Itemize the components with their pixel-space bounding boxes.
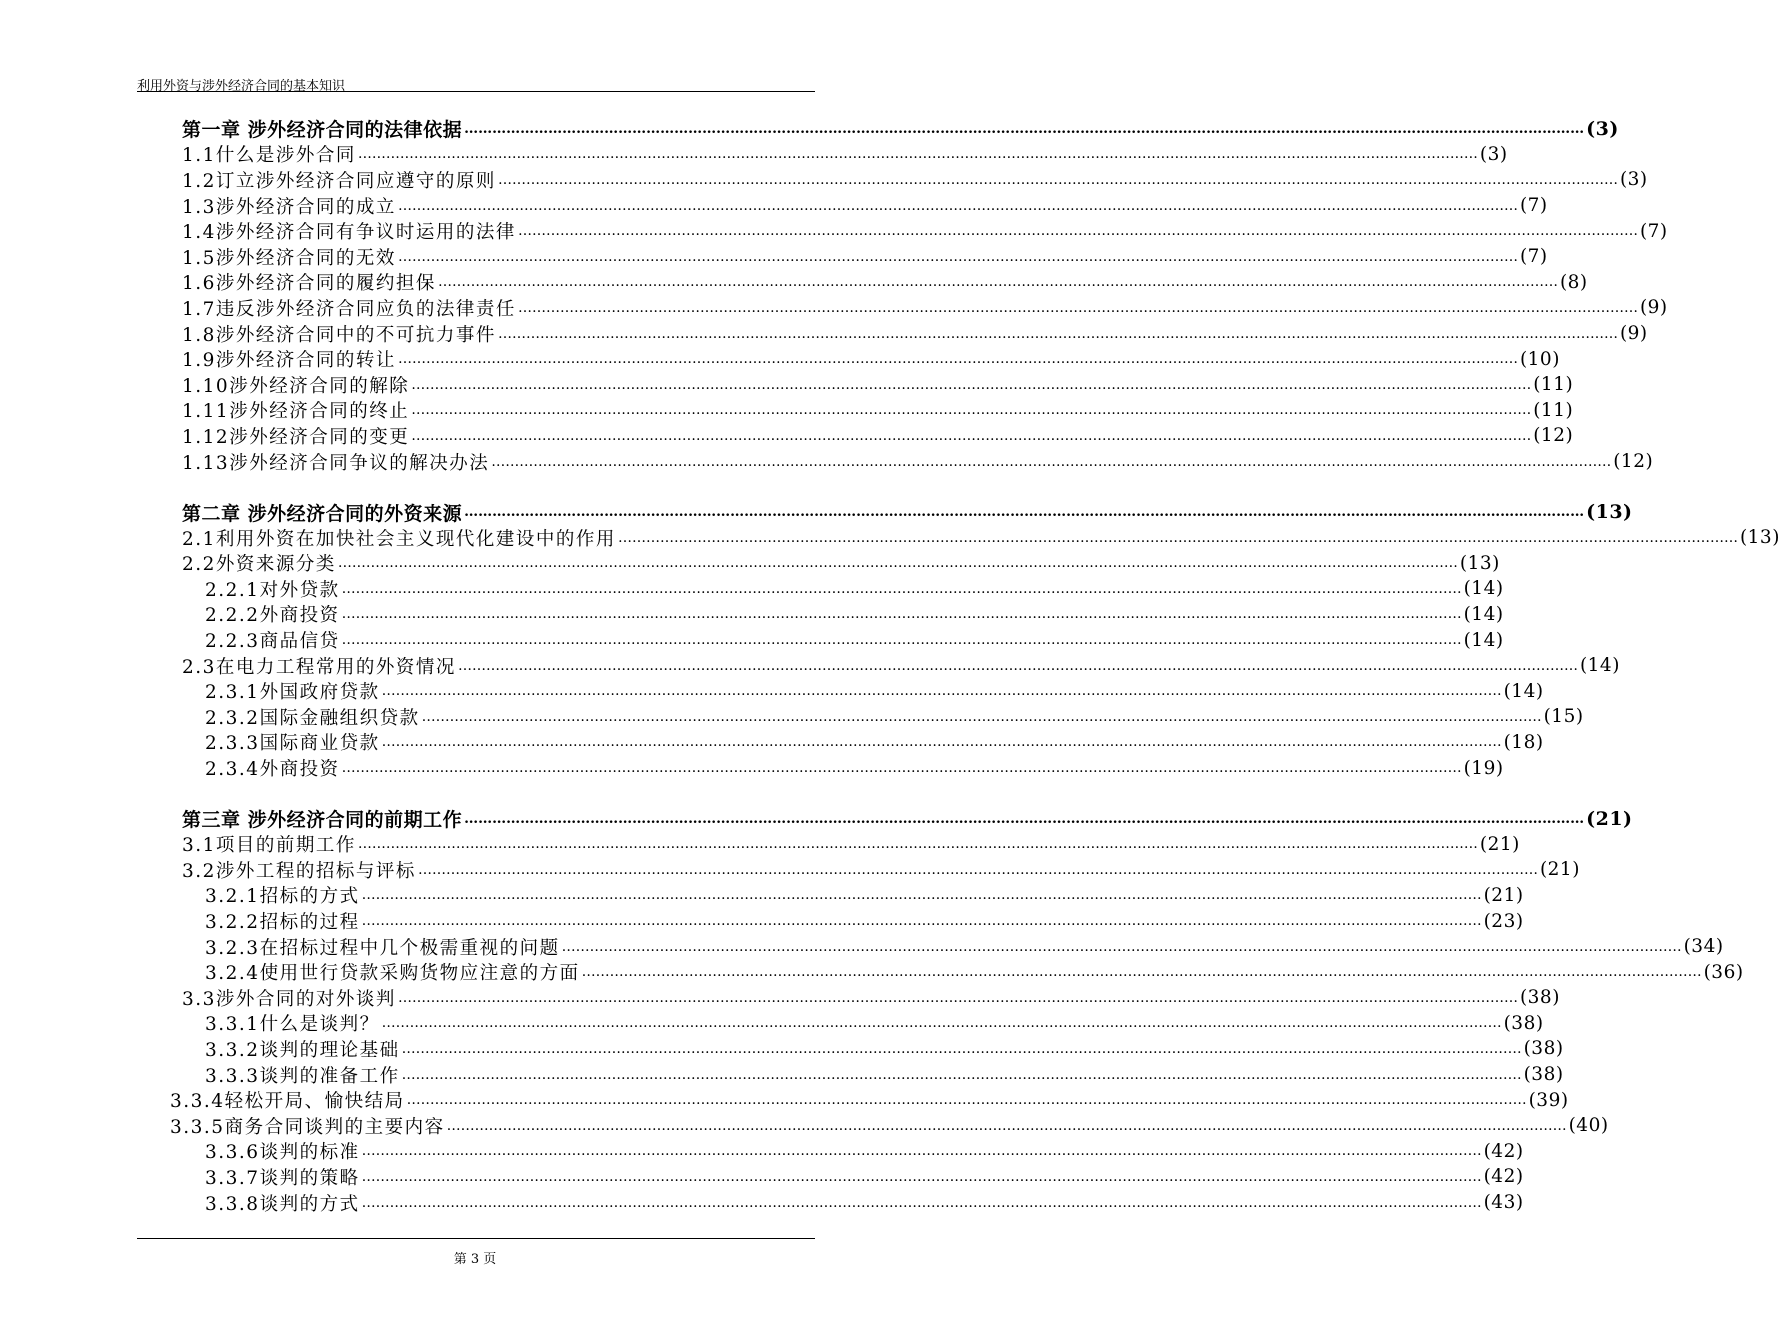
toc-entry-page: (23): [1483, 910, 1524, 932]
toc-entry-title: 2.3.3国际商业贷款: [205, 733, 380, 755]
toc-leader-dots: ……………………………………………………………………………………………………………………………………………………………………………………………………………………: [381, 1015, 1502, 1032]
toc-leader-dots: ……………………………………………………………………………………………………………………………………………………………………………………………………………………: [457, 657, 1578, 674]
toc-entry-title: 3.1项目的前期工作: [182, 835, 356, 857]
toc-entry[interactable]: [205, 1036, 1564, 1062]
page-number: 第 3 页: [453, 1252, 497, 1267]
toc-entry-page: (9): [1639, 297, 1668, 319]
toc-entry[interactable]: [182, 423, 1574, 449]
toc-entry-title: 3.2.4使用世行贷款采购货物应注意的方面: [205, 963, 580, 985]
toc-leader-dots: ……………………………………………………………………………………………………………………………………………………………………………………………………………………: [464, 120, 1585, 137]
toc-entry-title: 3.3.3谈判的准备工作: [205, 1065, 400, 1087]
toc-leader-dots: ……………………………………………………………………………………………………………………………………………………………………………………………………………………: [397, 197, 1518, 214]
toc-leader-dots: ……………………………………………………………………………………………………………………………………………………………………………………………………………………: [401, 1066, 1522, 1083]
toc-entry-page: (13): [1739, 527, 1780, 549]
toc-entry[interactable]: [205, 704, 1584, 730]
toc-entry-page: (8): [1559, 271, 1588, 293]
toc-entry-title: 1.12涉外经济合同的变更: [182, 426, 410, 448]
toc-leader-dots: ……………………………………………………………………………………………………………………………………………………………………………………………………………………: [446, 1117, 1567, 1134]
toc-entry-title: 2.2外资来源分类: [182, 554, 336, 576]
toc-entry[interactable]: [205, 934, 1724, 960]
toc-entry-title: 1.11涉外经济合同的终止: [182, 401, 410, 423]
toc-entry-title: 2.2.1对外贷款: [205, 579, 340, 601]
toc-leader-dots: ……………………………………………………………………………………………………………………………………………………………………………………………………………………: [381, 683, 1502, 700]
toc-entry[interactable]: [205, 883, 1524, 909]
toc-entry[interactable]: [205, 1062, 1564, 1088]
toc-entry[interactable]: [182, 321, 1648, 347]
toc-entry-page: (12): [1613, 451, 1654, 473]
toc-entry-title: 1.7违反涉外经济合同应负的法律责任: [182, 298, 516, 320]
toc-leader-dots: ……………………………………………………………………………………………………………………………………………………………………………………………………………………: [397, 248, 1518, 265]
toc-entry[interactable]: [182, 857, 1580, 883]
toc-leader-dots: ……………………………………………………………………………………………………………………………………………………………………………………………………………………: [617, 529, 1738, 546]
toc-leader-dots: ……………………………………………………………………………………………………………………………………………………………………………………………………………………: [411, 402, 1532, 419]
toc-leader-dots: ……………………………………………………………………………………………………………………………………………………………………………………………………………………: [401, 1040, 1522, 1057]
toc-entry[interactable]: [182, 449, 1654, 475]
toc-entry-title: 2.3.2国际金融组织贷款: [205, 707, 420, 729]
toc-entry-page: (7): [1519, 195, 1548, 217]
toc-leader-dots: ……………………………………………………………………………………………………………………………………………………………………………………………………………………: [581, 964, 1702, 981]
toc-entry[interactable]: [182, 218, 1668, 244]
toc-entry-page: (42): [1483, 1166, 1524, 1188]
toc-entry-title: 3.2.2招标的过程: [205, 912, 360, 934]
toc-leader-dots: ……………………………………………………………………………………………………………………………………………………………………………………………………………………: [341, 580, 1462, 597]
toc-entry[interactable]: [182, 270, 1588, 296]
toc-leader-dots: ……………………………………………………………………………………………………………………………………………………………………………………………………………………: [361, 1143, 1482, 1160]
toc-leader-dots: ……………………………………………………………………………………………………………………………………………………………………………………………………………………: [361, 1168, 1482, 1185]
toc-entry-page: (38): [1503, 1012, 1544, 1034]
toc-entry-page: (21): [1539, 859, 1580, 881]
toc-entry[interactable]: [182, 398, 1574, 424]
toc-entry-page: (7): [1519, 246, 1548, 268]
toc-entry-title: 3.3.2谈判的理论基础: [205, 1039, 400, 1061]
toc-entry[interactable]: [205, 1190, 1524, 1216]
toc-leader-dots: ……………………………………………………………………………………………………………………………………………………………………………………………………………………: [464, 504, 1585, 521]
toc-leader-dots: ……………………………………………………………………………………………………………………………………………………………………………………………………………………: [417, 861, 1538, 878]
toc-entry[interactable]: [182, 346, 1560, 372]
toc-entry[interactable]: [182, 525, 1780, 551]
toc-leader-dots: ……………………………………………………………………………………………………………………………………………………………………………………………………………………: [437, 274, 1558, 291]
toc-entry-title: 3.3.7谈判的策略: [205, 1167, 360, 1189]
toc-entry[interactable]: [205, 908, 1524, 934]
toc-chapter-entry[interactable]: [182, 116, 1619, 142]
toc-entry-title: 3.3涉外合同的对外谈判: [182, 988, 396, 1010]
toc-leader-dots: ……………………………………………………………………………………………………………………………………………………………………………………………………………………: [337, 555, 1458, 572]
toc-entry-page: (14): [1463, 629, 1504, 651]
toc-entry-title: 1.3涉外经济合同的成立: [182, 196, 396, 218]
toc-leader-dots: ……………………………………………………………………………………………………………………………………………………………………………………………………………………: [361, 1194, 1482, 1211]
toc-entry-page: (38): [1519, 987, 1560, 1009]
toc-entry-title: 3.3.5商务合同谈判的主要内容: [170, 1116, 445, 1138]
toc-leader-dots: ……………………………………………………………………………………………………………………………………………………………………………………………………………………: [517, 299, 1638, 316]
toc-entry[interactable]: [205, 1139, 1524, 1165]
toc-leader-dots: ……………………………………………………………………………………………………………………………………………………………………………………………………………………: [464, 810, 1585, 827]
toc-entry-page: (14): [1503, 680, 1544, 702]
toc-entry-page: (12): [1533, 425, 1574, 447]
toc-entry-page: (40): [1568, 1115, 1609, 1137]
toc-leader-dots: ……………………………………………………………………………………………………………………………………………………………………………………………………………………: [561, 938, 1682, 955]
toc-entry[interactable]: [182, 551, 1500, 577]
toc-entry-title: 第三章 涉外经济合同的前期工作: [182, 809, 463, 832]
toc-entry-page: (21): [1483, 884, 1524, 906]
toc-leader-dots: ……………………………………………………………………………………………………………………………………………………………………………………………………………………: [497, 325, 1618, 342]
toc-entry[interactable]: [182, 295, 1668, 321]
toc-entry-title: 3.3.8谈判的方式: [205, 1193, 360, 1215]
toc-leader-dots: ……………………………………………………………………………………………………………………………………………………………………………………………………………………: [497, 171, 1618, 188]
toc-entry-title: 1.5涉外经济合同的无效: [182, 247, 396, 269]
toc-leader-dots: ……………………………………………………………………………………………………………………………………………………………………………………………………………………: [357, 836, 1478, 853]
toc-entry[interactable]: [205, 1011, 1544, 1037]
toc-entry-page: (43): [1483, 1192, 1524, 1214]
toc-leader-dots: ……………………………………………………………………………………………………………………………………………………………………………………………………………………: [491, 453, 1612, 470]
footer-divider: [137, 1238, 815, 1239]
toc-entry-page: (13): [1459, 552, 1500, 574]
toc-entry[interactable]: [205, 959, 1744, 985]
header-divider: [137, 91, 815, 92]
toc-entry-title: 2.3.1外国政府贷款: [205, 682, 380, 704]
toc-entry-page: (3): [1479, 143, 1508, 165]
toc-entry-title: 3.3.6谈判的标准: [205, 1142, 360, 1164]
toc-entry[interactable]: [182, 653, 1620, 679]
toc-entry-title: 3.3.4轻松开局、愉快结局: [170, 1091, 405, 1113]
toc-entry-title: 2.2.2外商投资: [205, 605, 340, 627]
running-header: 利用外资与涉外经济合同的基本知识: [137, 79, 346, 94]
toc-entry-title: 3.3.1什么是谈判？: [205, 1014, 380, 1036]
toc-entry-title: 1.2订立涉外经济合同应遵守的原则: [182, 170, 496, 192]
toc-entry-title: 2.1利用外资在加快社会主义现代化建设中的作用: [182, 528, 616, 550]
toc-leader-dots: ……………………………………………………………………………………………………………………………………………………………………………………………………………………: [357, 146, 1478, 163]
toc-leader-dots: ……………………………………………………………………………………………………………………………………………………………………………………………………………………: [411, 427, 1532, 444]
toc-entry[interactable]: [170, 1113, 1609, 1139]
toc-entry[interactable]: [205, 627, 1504, 653]
toc-entry-title: 第一章 涉外经济合同的法律依据: [182, 119, 463, 142]
toc-entry-title: 3.2涉外工程的招标与评标: [182, 860, 416, 882]
toc-entry-page: (21): [1479, 833, 1520, 855]
toc-entry-title: 3.2.1招标的方式: [205, 886, 360, 908]
toc-chapter-entry[interactable]: [182, 806, 1633, 832]
toc-entry-page: (15): [1543, 706, 1584, 728]
toc-entry[interactable]: [182, 142, 1508, 168]
toc-entry-page: (36): [1703, 961, 1744, 983]
toc-entry-title: 1.13涉外经济合同争议的解决办法: [182, 452, 490, 474]
toc-entry[interactable]: [205, 1164, 1524, 1190]
toc-entry-page: (14): [1579, 655, 1620, 677]
toc-chapter-entry[interactable]: [182, 499, 1633, 525]
toc-entry-title: 1.1什么是涉外合同: [182, 145, 356, 167]
toc-leader-dots: ……………………………………………………………………………………………………………………………………………………………………………………………………………………: [397, 351, 1518, 368]
toc-leader-dots: ……………………………………………………………………………………………………………………………………………………………………………………………………………………: [421, 708, 1542, 725]
toc-entry-page: (18): [1503, 731, 1544, 753]
toc-entry-page: (42): [1483, 1140, 1524, 1162]
toc-entry[interactable]: [182, 193, 1548, 219]
toc-entry[interactable]: [182, 372, 1574, 398]
toc-entry-title: 2.2.3商品信贷: [205, 631, 340, 653]
toc-leader-dots: ……………………………………………………………………………………………………………………………………………………………………………………………………………………: [361, 887, 1482, 904]
toc-entry-title: 2.3在电力工程常用的外资情况: [182, 656, 456, 678]
toc-leader-dots: ……………………………………………………………………………………………………………………………………………………………………………………………………………………: [361, 913, 1482, 930]
toc-entry-page: (3): [1619, 169, 1648, 191]
toc-leader-dots: ……………………………………………………………………………………………………………………………………………………………………………………………………………………: [341, 632, 1462, 649]
toc-leader-dots: ……………………………………………………………………………………………………………………………………………………………………………………………………………………: [341, 606, 1462, 623]
toc-entry[interactable]: [205, 576, 1504, 602]
toc-entry-page: (13): [1586, 501, 1633, 524]
toc-entry[interactable]: [182, 985, 1560, 1011]
table-of-contents: [0, 116, 1780, 1215]
toc-entry[interactable]: [182, 831, 1520, 857]
toc-entry-page: (38): [1523, 1064, 1564, 1086]
toc-entry-title: 2.3.4外商投资: [205, 759, 340, 781]
toc-entry-page: (34): [1683, 936, 1724, 958]
toc-entry[interactable]: [182, 167, 1648, 193]
toc-entry-page: (11): [1533, 374, 1574, 396]
toc-leader-dots: ……………………………………………………………………………………………………………………………………………………………………………………………………………………: [406, 1092, 1527, 1109]
toc-entry-page: (14): [1463, 578, 1504, 600]
toc-entry-title: 1.4涉外经济合同有争议时运用的法律: [182, 222, 516, 244]
toc-entry[interactable]: [205, 678, 1544, 704]
toc-entry[interactable]: [170, 1087, 1569, 1113]
toc-leader-dots: ……………………………………………………………………………………………………………………………………………………………………………………………………………………: [397, 989, 1518, 1006]
toc-entry-page: (3): [1586, 117, 1619, 140]
toc-leader-dots: ……………………………………………………………………………………………………………………………………………………………………………………………………………………: [411, 376, 1532, 393]
toc-entry-title: 第二章 涉外经济合同的外资来源: [182, 502, 463, 525]
toc-leader-dots: ……………………………………………………………………………………………………………………………………………………………………………………………………………………: [517, 223, 1638, 240]
toc-entry-page: (21): [1586, 807, 1633, 830]
toc-entry-title: 1.9涉外经济合同的转让: [182, 350, 396, 372]
toc-leader-dots: ……………………………………………………………………………………………………………………………………………………………………………………………………………………: [341, 760, 1462, 777]
toc-entry[interactable]: [205, 602, 1504, 628]
toc-entry-page: (7): [1639, 220, 1668, 242]
toc-entry-page: (39): [1528, 1089, 1569, 1111]
toc-entry-title: 1.8涉外经济合同中的不可抗力事件: [182, 324, 496, 346]
toc-entry-page: (19): [1463, 757, 1504, 779]
toc-entry-page: (10): [1519, 348, 1560, 370]
toc-entry-page: (11): [1533, 399, 1574, 421]
toc-entry-title: 1.10涉外经济合同的解除: [182, 375, 410, 397]
toc-entry[interactable]: [205, 755, 1504, 781]
toc-entry-page: (9): [1619, 323, 1648, 345]
toc-entry-title: 1.6涉外经济合同的履约担保: [182, 273, 436, 295]
toc-entry-page: (14): [1463, 603, 1504, 625]
toc-entry[interactable]: [182, 244, 1548, 270]
toc-entry-title: 3.2.3在招标过程中几个极需重视的问题: [205, 937, 560, 959]
toc-entry-page: (38): [1523, 1038, 1564, 1060]
toc-leader-dots: ……………………………………………………………………………………………………………………………………………………………………………………………………………………: [381, 734, 1502, 751]
toc-entry[interactable]: [205, 730, 1544, 756]
